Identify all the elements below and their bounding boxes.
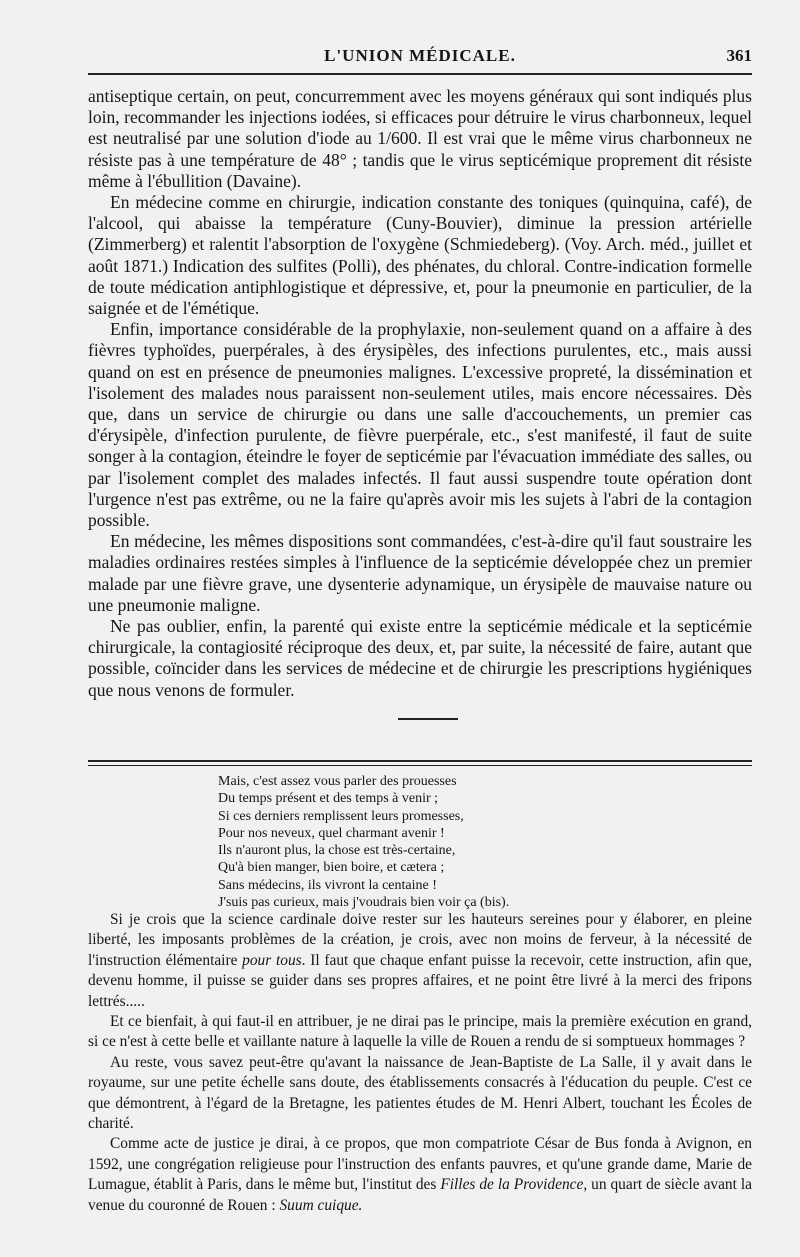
feuilleton-rule [88, 760, 752, 762]
paragraph: En médecine comme en chirurgie, indication constante des toniques (quinquina, café), de l'alcool, qui abaisse la température (Cuny-Bouvier), diminue la pression artérielle (Zimmerberg) et ralentit l'absorption de l'oxygène (Schmiedeberg). (Voy. Arch. méd., juillet et août 1871.) Indication des sulfites (Polli), des phénates, du chloral. Contre-indication formelle de toute médication antiphlogistique et dépressive, et, pour la pneumonie en particulier, de la saignée et de l'émétique. [88, 192, 752, 319]
main-text [88, 86, 752, 701]
text-run: . Il faut que chaque enfant puisse la recevoir, cette instruction, afin que, devenu homme, il puisse se guider dans ses propres affaires, et ne point être livré à la merci des fripons lettrés..... [88, 951, 752, 1010]
poem-line: Pour nos neveux, quel charmant avenir ! [218, 825, 445, 841]
poem-line: Sans médecins, ils vivront la centaine ! [218, 877, 437, 893]
feuilleton-rule-thin [88, 765, 752, 766]
paragraph [88, 1134, 752, 1216]
header-rule [88, 73, 752, 75]
italic-run: Filles de la Providence [440, 1176, 584, 1194]
paragraph: Et ce bienfait, à qui faut-il en attribuer, je ne dirai pas le principe, mais la première exécution en grand, si ce n'est à cette belle et vaillante nature à laquelle la ville de Rouen a rendu de si somptueux hommages ? [88, 1013, 752, 1051]
journal-title: L'UNION MÉDICALE. [324, 46, 516, 65]
poem-line: Si ces derniers remplissent leurs promesses, [218, 808, 464, 824]
text-run: Comme acte de justice je dirai, à ce propos, que mon compatriote César de Bus fonda à Avignon, en 1592, une congrégation religieuse pour l'instruction des enfants pauvres, et qu'une grande dame, Marie de Lumague, établit à Paris, dans le même but, l'institut des [88, 1135, 752, 1194]
paragraph: Au reste, vous savez peut-être qu'avant la naissance de Jean-Baptiste de La Salle, il y avait dans le royaume, sur une petite échelle sans doute, des établissements consacrés à l'éducation du peuple. C'est ce que démontrent, à l'égard de la Bretagne, les patientes études de M. Henri Albert, touchant les Écoles de charité. [88, 1053, 752, 1133]
poem-line: Du temps présent et des temps à venir ; [218, 791, 439, 807]
poem-line: Qu'à bien manger, bien boire, et cætera ; [218, 860, 445, 876]
text-run: , un quart de siècle avant la venue du couronné de Rouen : [88, 1176, 752, 1214]
italic-run: Suum cuique. [279, 1196, 363, 1214]
poem-line: Mais, c'est assez vous parler des prouesses [218, 774, 457, 789]
feuilleton-text [88, 910, 752, 1216]
text-run: Si je crois que la science cardinale doive rester sur les hauteurs sereines pour y élaborer, en pleine liberté, les imposants problèmes de la création, je crois, avec non moins de ferveur, à la nécessité de l'instruction élémentaire [88, 911, 752, 969]
paragraph: Ne pas oublier, enfin, la parenté qui existe entre la septicémie médicale et la septicémie chirurgicale, la contagiosité réciproque des deux, et, par suite, la nécessité de faire, autant que possible, coïncider dans les services de médecine et de chirurgie les prescriptions hygiéniques que nous venons de formuler. [88, 616, 752, 700]
section-separator [398, 718, 458, 720]
poem-stanza [218, 773, 638, 911]
poem-line: Ils n'auront plus, la chose est très-certaine, [218, 843, 456, 859]
italic-run: pour tous [242, 951, 302, 969]
paragraph: Enfin, importance considérable de la prophylaxie, non-seulement quand on a affaire à des fièvres typhoïdes, puerpérales, à des érysipèles, des infections purulentes, etc., mais aussi quand on est en présence de pneumonies malignes. L'excessive propreté, la dissémination et l'isolement des malades nous paraissent non-seulement utiles, mais encore nécessaires. Dès que, dans un service de chirurgie ou dans une salle d'accouchements, un premier cas d'érysipèle, d'infection purulente, de fièvre puerpérale, etc., s'est manifesté, il faut de suite songer à la contagion, éteindre le foyer de septicémie par l'évacuation immédiate des salles, ou par l'isolement complet des malades infectés. Il faut aussi suspendre toute opération dont l'urgence n'est pas extrême, ou ne la faire qu'après avoir mis les sujets à l'abri de la contagion possible. [88, 319, 752, 531]
paragraph [88, 910, 752, 1012]
poem-refrain: J'suis pas curieux, mais j'voudrais bien voir ça (bis). [218, 895, 510, 911]
paragraph: En médecine, les mêmes dispositions sont commandées, c'est-à-dire qu'il faut soustraire les maladies ordinaires restées simples à l'influence de la septicémie développée chez un premier malade par une fièvre grave, une dysenterie adynamique, un érysipèle de mauvaise nature ou une pneumonie maligne. [88, 531, 752, 615]
paragraph: antiseptique certain, on peut, concurremment avec les moyens généraux qui sont indiqués plus loin, recommander les injections iodées, si efficaces pour détruire le virus charbonneux, lequel est neutralisé par une solution d'iode au 1/600. Il est vrai que le même virus charbonneux ne résiste pas à une température de 48° ; tandis que le virus septicémique proprement dit résiste même à l'ébullition (Davaine). [88, 86, 752, 191]
page-number: 361 [726, 46, 752, 65]
running-header [88, 40, 752, 70]
